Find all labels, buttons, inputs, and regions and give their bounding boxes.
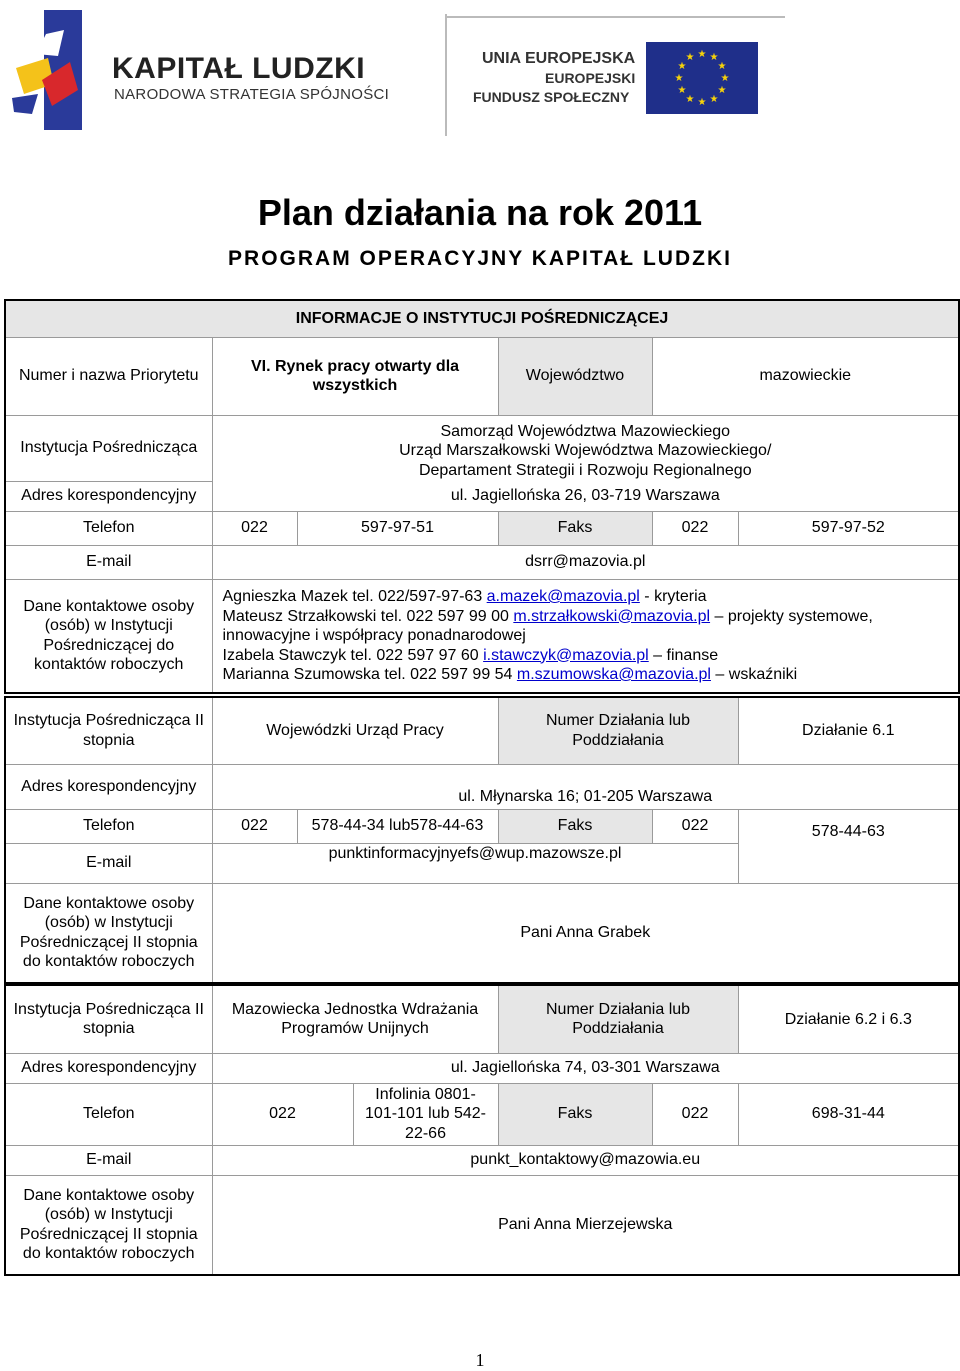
inst3-measure-value: Działanie 6.2 i 6.3 [738, 985, 959, 1053]
institution-line2: Urząd Marszałkowski Województwa Mazowieckiego/ [399, 442, 772, 459]
institution-label: Instytucja Pośrednicząca [5, 415, 212, 481]
inst2-fax-label: Faks [498, 809, 652, 843]
contact-item: Mateusz Strzałkowski tel. 022 597 99 00 m.strzałkowski@mazovia.pl – projekty systemowe, innowacyjne i współpracy ponadnarodowej [222, 607, 873, 644]
priority-label: Numer i nazwa Priorytetu [5, 337, 212, 415]
institution-info-table [4, 299, 960, 694]
inst3-label: Instytucja Pośrednicząca II stopnia [5, 985, 212, 1053]
email-value: dsrr@mazovia.pl [212, 545, 959, 579]
svg-text:★: ★ [697, 49, 707, 60]
eu-line2: EUROPEJSKI [545, 70, 636, 86]
contact-email-link[interactable]: m.szumowska@mazovia.pl [516, 666, 711, 683]
contact-item: Agnieszka Mazek tel. 022/597-97-63 a.mazek@mazovia.pl - kryteria [222, 588, 707, 605]
kapital-ludzki-logo-icon [8, 10, 108, 130]
voivodeship-label: Województwo [498, 337, 652, 415]
address-value: ul. Jagiellońska 26, 03-719 Warszawa [450, 487, 720, 504]
inst3-fax-prefix: 022 [652, 1083, 738, 1145]
svg-text:★: ★ [685, 52, 695, 63]
institution-2-table [4, 696, 960, 984]
inst3-contacts-label: Dane kontaktowe osoby (osób) w Instytucji Pośredniczącej II stopnia do kontaktów roboczych [5, 1175, 212, 1275]
email-label: E-mail [5, 545, 212, 579]
voivodeship-value: mazowieckie [652, 337, 959, 415]
svg-text:★: ★ [720, 73, 730, 84]
kapital-ludzki-logo [8, 10, 108, 130]
inst2-value: Wojewódzki Urząd Pracy [212, 697, 498, 764]
inst3-phone-label: Telefon [5, 1083, 212, 1145]
fax-value: 597-97-52 [738, 511, 959, 545]
institution-3-table [4, 984, 960, 1276]
inst2-phone-label: Telefon [5, 809, 212, 843]
inst3-fax-label: Faks [498, 1083, 652, 1145]
inst3-phone-prefix: 022 [212, 1083, 353, 1145]
institution-line1: Samorząd Województwa Mazowieckiego [440, 422, 731, 440]
priority-value: VI. Rynek pracy otwarty dla wszystkich [212, 337, 498, 415]
logo-divider [445, 14, 447, 136]
eu-line1: UNIA EUROPEJSKA [482, 50, 636, 67]
svg-text:★: ★ [685, 94, 695, 105]
contact-email-link[interactable]: a.mazek@mazovia.pl [486, 588, 640, 605]
inst3-measure-label: Numer Działania lub Poddziałania [498, 985, 738, 1053]
inst3-address-value: ul. Jagiellońska 74, 03-301 Warszawa [212, 1053, 959, 1083]
contact-email-link[interactable]: m.strzałkowski@mazovia.pl [513, 607, 711, 625]
svg-text:★: ★ [717, 85, 727, 96]
page-subtitle: PROGRAM OPERACYJNY KAPITAŁ LUDZKI [228, 247, 732, 270]
svg-text:★: ★ [677, 61, 687, 72]
svg-text:★: ★ [677, 85, 687, 96]
inst2-email-label: E-mail [5, 843, 212, 883]
svg-text:★: ★ [709, 52, 719, 63]
svg-text:★: ★ [697, 97, 707, 108]
fax-label: Faks [498, 511, 652, 545]
inst2-phone-value: 578-44-34 lub578-44-63 [297, 809, 498, 843]
section1-heading: INFORMACJE O INSTYTUCJI POŚREDNICZĄCEJ [5, 300, 959, 337]
inst2-address-value: ul. Młynarska 16; 01-205 Warszawa [212, 764, 959, 809]
contact-email-link[interactable]: i.stawczyk@mazovia.pl [483, 646, 649, 664]
contact-item: Izabela Stawczyk tel. 022 597 97 60 i.stawczyk@mazovia.pl – finanse [222, 646, 719, 664]
phone-value: 597-97-51 [297, 511, 498, 545]
contact-item: Marianna Szumowska tel. 022 597 99 54 m.szumowska@mazovia.pl – wskaźniki [222, 666, 798, 683]
inst2-fax-value: 578-44-63 [738, 809, 959, 883]
inst2-phone-prefix: 022 [212, 809, 297, 843]
inst3-email-value: punkt_kontaktowy@mazowia.eu [212, 1145, 959, 1175]
inst2-email-value: punktinformacyjnyefs@wup.mazowsze.pl [212, 843, 738, 883]
inst2-contacts-label: Dane kontaktowe osoby (osób) w Instytucji Pośredniczącej II stopnia do kontaktów roboczych [5, 883, 212, 983]
phone-prefix: 022 [212, 511, 297, 545]
address-label: Adres korespondencyjny [5, 481, 212, 511]
kapital-ludzki-title: KAPITAŁ LUDZKI [112, 52, 366, 85]
logo-divider-top [447, 16, 785, 18]
fax-prefix: 022 [652, 511, 738, 545]
eu-line3: FUNDUSZ SPOŁECZNY [473, 89, 630, 105]
eu-flag-logo [646, 42, 758, 114]
institution-line3: Departament Strategii i Rozwoju Regionalnego [418, 461, 752, 479]
page-number: 1 [475, 1350, 485, 1370]
inst3-contacts-value: Pani Anna Mierzejewska [212, 1175, 959, 1275]
inst3-fax-value: 698-31-44 [738, 1083, 959, 1145]
inst3-value: Mazowiecka Jednostka Wdrażania Programów Unijnych [212, 985, 498, 1053]
inst2-contacts-value: Pani Anna Grabek [212, 883, 959, 983]
institution-value [212, 415, 959, 511]
inst2-measure-value: Działanie 6.1 [738, 697, 959, 764]
inst2-measure-label: Numer Działania lub Poddziałania [498, 697, 738, 764]
inst3-address-label: Adres korespondencyjny [5, 1053, 212, 1083]
inst2-label: Instytucja Pośrednicząca II stopnia [5, 697, 212, 764]
contacts-label: Dane kontaktowe osoby (osób) w Instytucji Pośredniczącej do kontaktów roboczych [5, 579, 212, 693]
inst2-fax-prefix: 022 [652, 809, 738, 843]
contacts-list [212, 579, 959, 693]
inst2-address-label: Adres korespondencyjny [5, 764, 212, 809]
kapital-ludzki-subtitle: NARODOWA STRATEGIA SPÓJNOŚCI [114, 86, 390, 103]
page-title: Plan działania na rok 2011 [257, 192, 703, 233]
svg-text:★: ★ [709, 94, 719, 105]
phone-label: Telefon [5, 511, 212, 545]
svg-text:★: ★ [717, 61, 727, 72]
inst3-email-label: E-mail [5, 1145, 212, 1175]
eu-flag-icon [646, 42, 758, 114]
svg-text:★: ★ [674, 73, 684, 84]
inst3-phone-value: Infolinia 0801-101-101 lub 542-22-66 [353, 1083, 498, 1145]
